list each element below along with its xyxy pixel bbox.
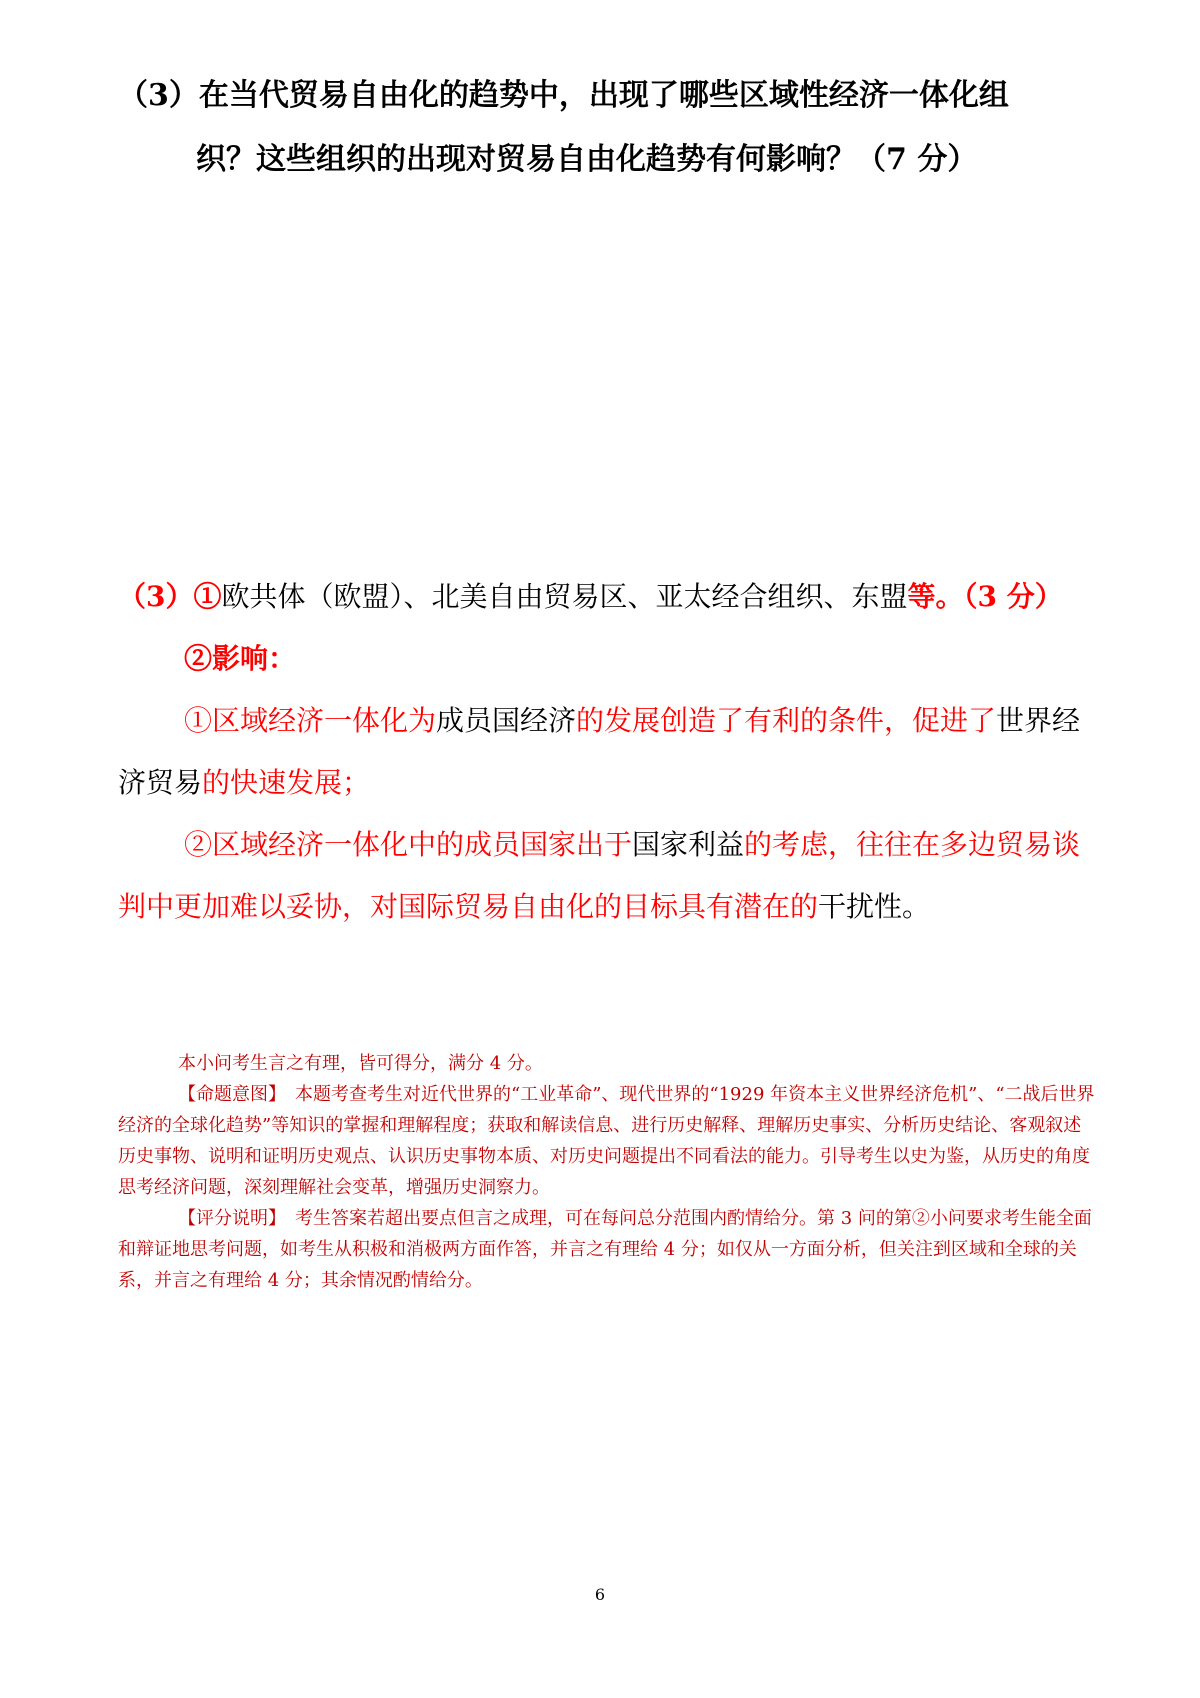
p1-seg2: 成员国经济 [436,704,577,737]
answer-item-2-label: ②影响： [184,642,297,675]
answer-item-1-text: 欧共体（欧盟）、北美自由贸易区、亚太经合组织、东盟 [221,580,908,613]
page-number: 6 [594,1585,606,1604]
answer-item-1-prefix: （3）① [118,580,222,613]
answer-block [118,566,1098,938]
p2-seg2: 国家利益 [632,828,745,861]
p2-seg3: 的考虑，往往在多边贸易谈判中更加难以妥协，对国际贸易自由化的目标具有潜在的 [118,828,1081,923]
note-intent-text: 本题考查考生对近代世界的“工业革命”、现代世界的“1929 年资本主义世界经济危机”、“二战后世界经济的全球化趋势”等知识的掌握和理解程度；获取和解读信息、进行历史解释、理解历史事实、分析历史结论、客观叙述历史事物、说明和证明历史观点、认识历史事物本质、对历史问题提出不同看法的能力。引导考生以史为鉴，从历史的角度思考经济问题，深刻理解社会变革，增强历史洞察力。 [118,1084,1095,1198]
p1-seg1: ①区域经济一体化为 [184,704,437,737]
question-line-1: （3）在当代贸易自由化的趋势中，出现了哪些区域性经济一体化组 [118,78,1009,113]
note-scoring [118,1203,1098,1296]
note-scoring-text: 考生答案若超出要点但言之成理，可在每问总分范围内酌情给分。第 3 问的第②小问要求考生能全面和辩证地思考问题，如考生从积极和消极两方面作答，并言之有理给 4 分；如仅从一方面分析，但关注到区域和全球的关系，并言之有理给 4 分；其余情况酌情给分。 [118,1208,1092,1291]
question-line-2: 织？这些组织的出现对贸易自由化趋势有何影响？（7 分） [196,142,978,177]
p2-seg4: 干扰性。 [818,890,931,923]
answer-item-1-suffix: 等。（3 分） [907,580,1063,613]
p1-seg3: 的发展创造了有利的条件，促进了 [576,704,997,737]
note-intent [118,1079,1098,1203]
note-scoring-label: 【评分说明】 [178,1208,277,1229]
p1-seg4: 世界经济贸易 [118,704,1081,799]
note-1: 本小问考生言之有理，皆可得分，满分 4 分。 [178,1053,543,1074]
note-intent-label: 【命题意图】 [178,1084,277,1105]
p2-seg1: ②区域经济一体化中的成员国家出于 [184,828,633,861]
answer-paragraph-2 [118,814,1098,938]
answer-item-1 [118,566,1098,628]
answer-paragraph-1 [118,690,1098,814]
question-block [118,64,1098,192]
notes-block [118,1048,1098,1296]
p1-seg5: 的快速发展； [202,766,371,799]
